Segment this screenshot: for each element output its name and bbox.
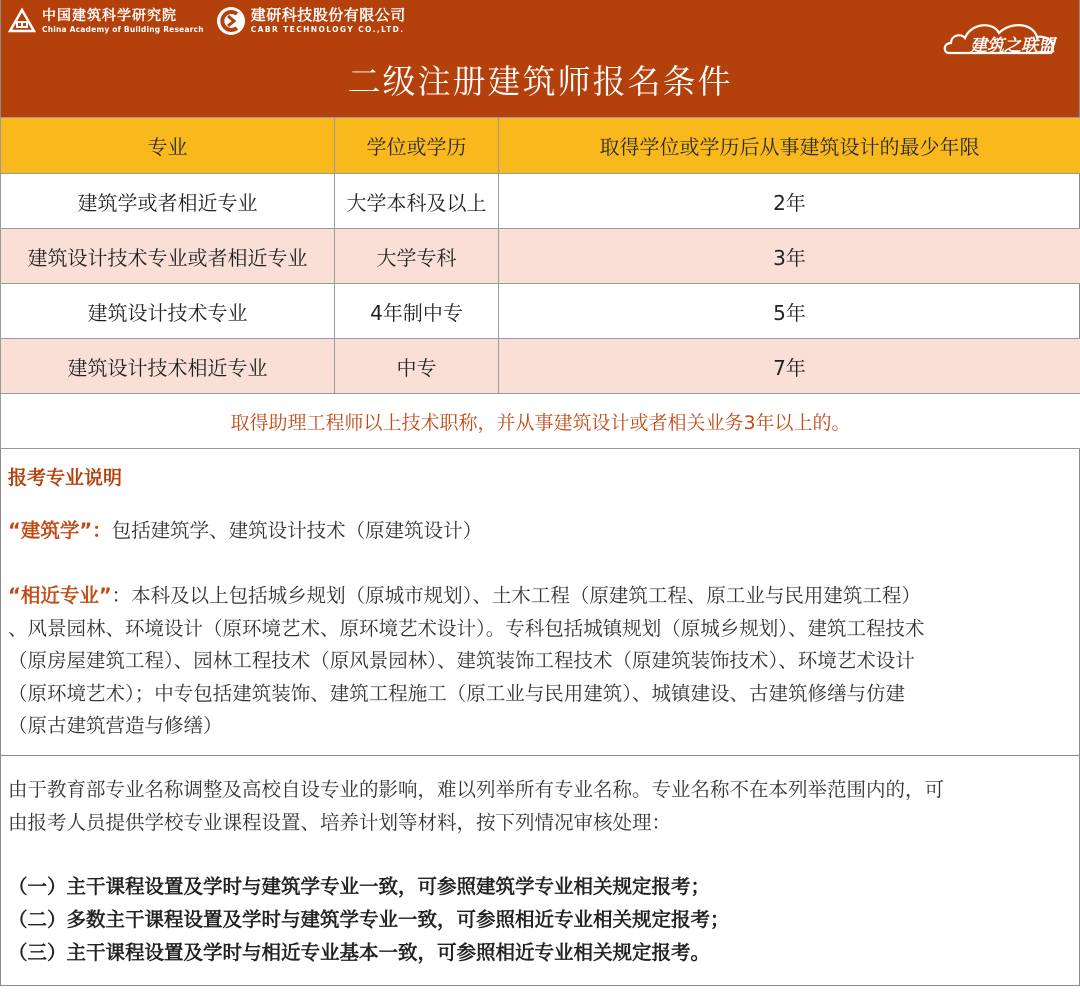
cabr-academy-logo xyxy=(7,6,204,36)
table-row xyxy=(1,174,1080,229)
column-header-degree: 学位或学历 xyxy=(335,118,499,174)
review-section xyxy=(1,756,1079,996)
column-header-major: 专业 xyxy=(1,118,335,174)
academy-emblem-icon xyxy=(7,6,37,36)
cabr-technology-logo xyxy=(216,6,406,36)
academy-name-en: China Academy of Building Research xyxy=(42,26,204,34)
cabr-tech-name-cn: 建研科技股份有限公司 xyxy=(251,8,406,23)
cell-major: 建筑设计技术专业或者相近专业 xyxy=(1,229,335,284)
cell-degree: 大学本科及以上 xyxy=(335,174,499,229)
architecture-definition xyxy=(8,515,482,548)
table-row xyxy=(1,339,1080,394)
related-line: （原房屋建筑工程）、园林工程技术（原风景园林）、建筑装饰工程技术（原建筑装饰技术）、环境艺术设计 xyxy=(8,645,925,678)
table-note-row xyxy=(1,394,1080,449)
table-row xyxy=(1,284,1080,339)
related-line: （原环境艺术）；中专包括建筑装饰、建筑工程施工（原工业与民用建筑）、城镇建设、古建筑修缮与仿建 xyxy=(8,678,925,711)
architecture-label: “建筑学”： xyxy=(8,519,112,542)
cell-degree: 中专 xyxy=(335,339,499,394)
related-line: 、风景园林、环境设计（原环境艺术、原环境艺术设计）。专科包括城镇规划（原城乡规划）、建筑工程技术 xyxy=(8,613,925,646)
brand-wordmark: 建筑之联盟 xyxy=(970,31,1055,56)
section-heading: 报考专业说明 xyxy=(8,463,122,490)
review-item-3: （三）主干课程设置及学时与相近专业基本一致，可参照相近专业相关规定报考。 xyxy=(8,937,710,965)
review-line: 由报考人员提供学校专业课程设置、培养计划等材料，按下列情况审核处理： xyxy=(8,807,944,840)
table-header-row xyxy=(1,118,1080,174)
page-title: 二级注册建筑师报名条件 xyxy=(1,56,1079,103)
cell-years: 7年 xyxy=(499,339,1080,394)
cell-degree: 大学专科 xyxy=(335,229,499,284)
cabr-tech-emblem-icon xyxy=(216,6,246,36)
header-banner xyxy=(1,0,1079,117)
title-condition-note: 取得助理工程师以上技术职称，并从事建筑设计或者相关业务3年以上的。 xyxy=(1,394,1080,449)
requirements-table xyxy=(0,117,1080,449)
review-line: 由于教育部专业名称调整及高校自设专业的影响，难以列举所有专业名称。专业名称不在本列举范围内的，可 xyxy=(8,774,944,807)
cabr-tech-name-en: CABR TECHNOLOGY CO.,LTD. xyxy=(251,26,406,34)
table-row xyxy=(1,229,1080,284)
cell-major: 建筑学或者相近专业 xyxy=(1,174,335,229)
review-intro xyxy=(8,774,944,839)
cell-major: 建筑设计技术相近专业 xyxy=(1,339,335,394)
academy-name-cn: 中国建筑科学研究院 xyxy=(42,9,204,23)
major-explanation-section xyxy=(1,449,1079,756)
cell-major: 建筑设计技术专业 xyxy=(1,284,335,339)
related-major-label: “相近专业” xyxy=(8,584,112,607)
column-header-min-years: 取得学位或学历后从事建筑设计的最少年限 xyxy=(499,118,1080,174)
review-item-1: （一）主干课程设置及学时与建筑学专业一致，可参照建筑学专业相关规定报考； xyxy=(8,871,710,899)
cell-years: 2年 xyxy=(499,174,1080,229)
cell-years: 5年 xyxy=(499,284,1080,339)
review-item-2: （二）多数主干课程设置及学时与建筑学专业一致，可参照相近专业相关规定报考； xyxy=(8,904,730,932)
cell-years: 3年 xyxy=(499,229,1080,284)
architecture-text: 包括建筑学、建筑设计技术（原建筑设计） xyxy=(112,519,483,542)
related-line: ：本科及以上包括城乡规划（原城市规划）、土木工程（原建筑工程、原工业与民用建筑工程） xyxy=(112,584,921,607)
related-major-definition xyxy=(8,580,925,743)
related-line: （原古建筑营造与修缮） xyxy=(8,710,925,743)
cell-degree: 4年制中专 xyxy=(335,284,499,339)
